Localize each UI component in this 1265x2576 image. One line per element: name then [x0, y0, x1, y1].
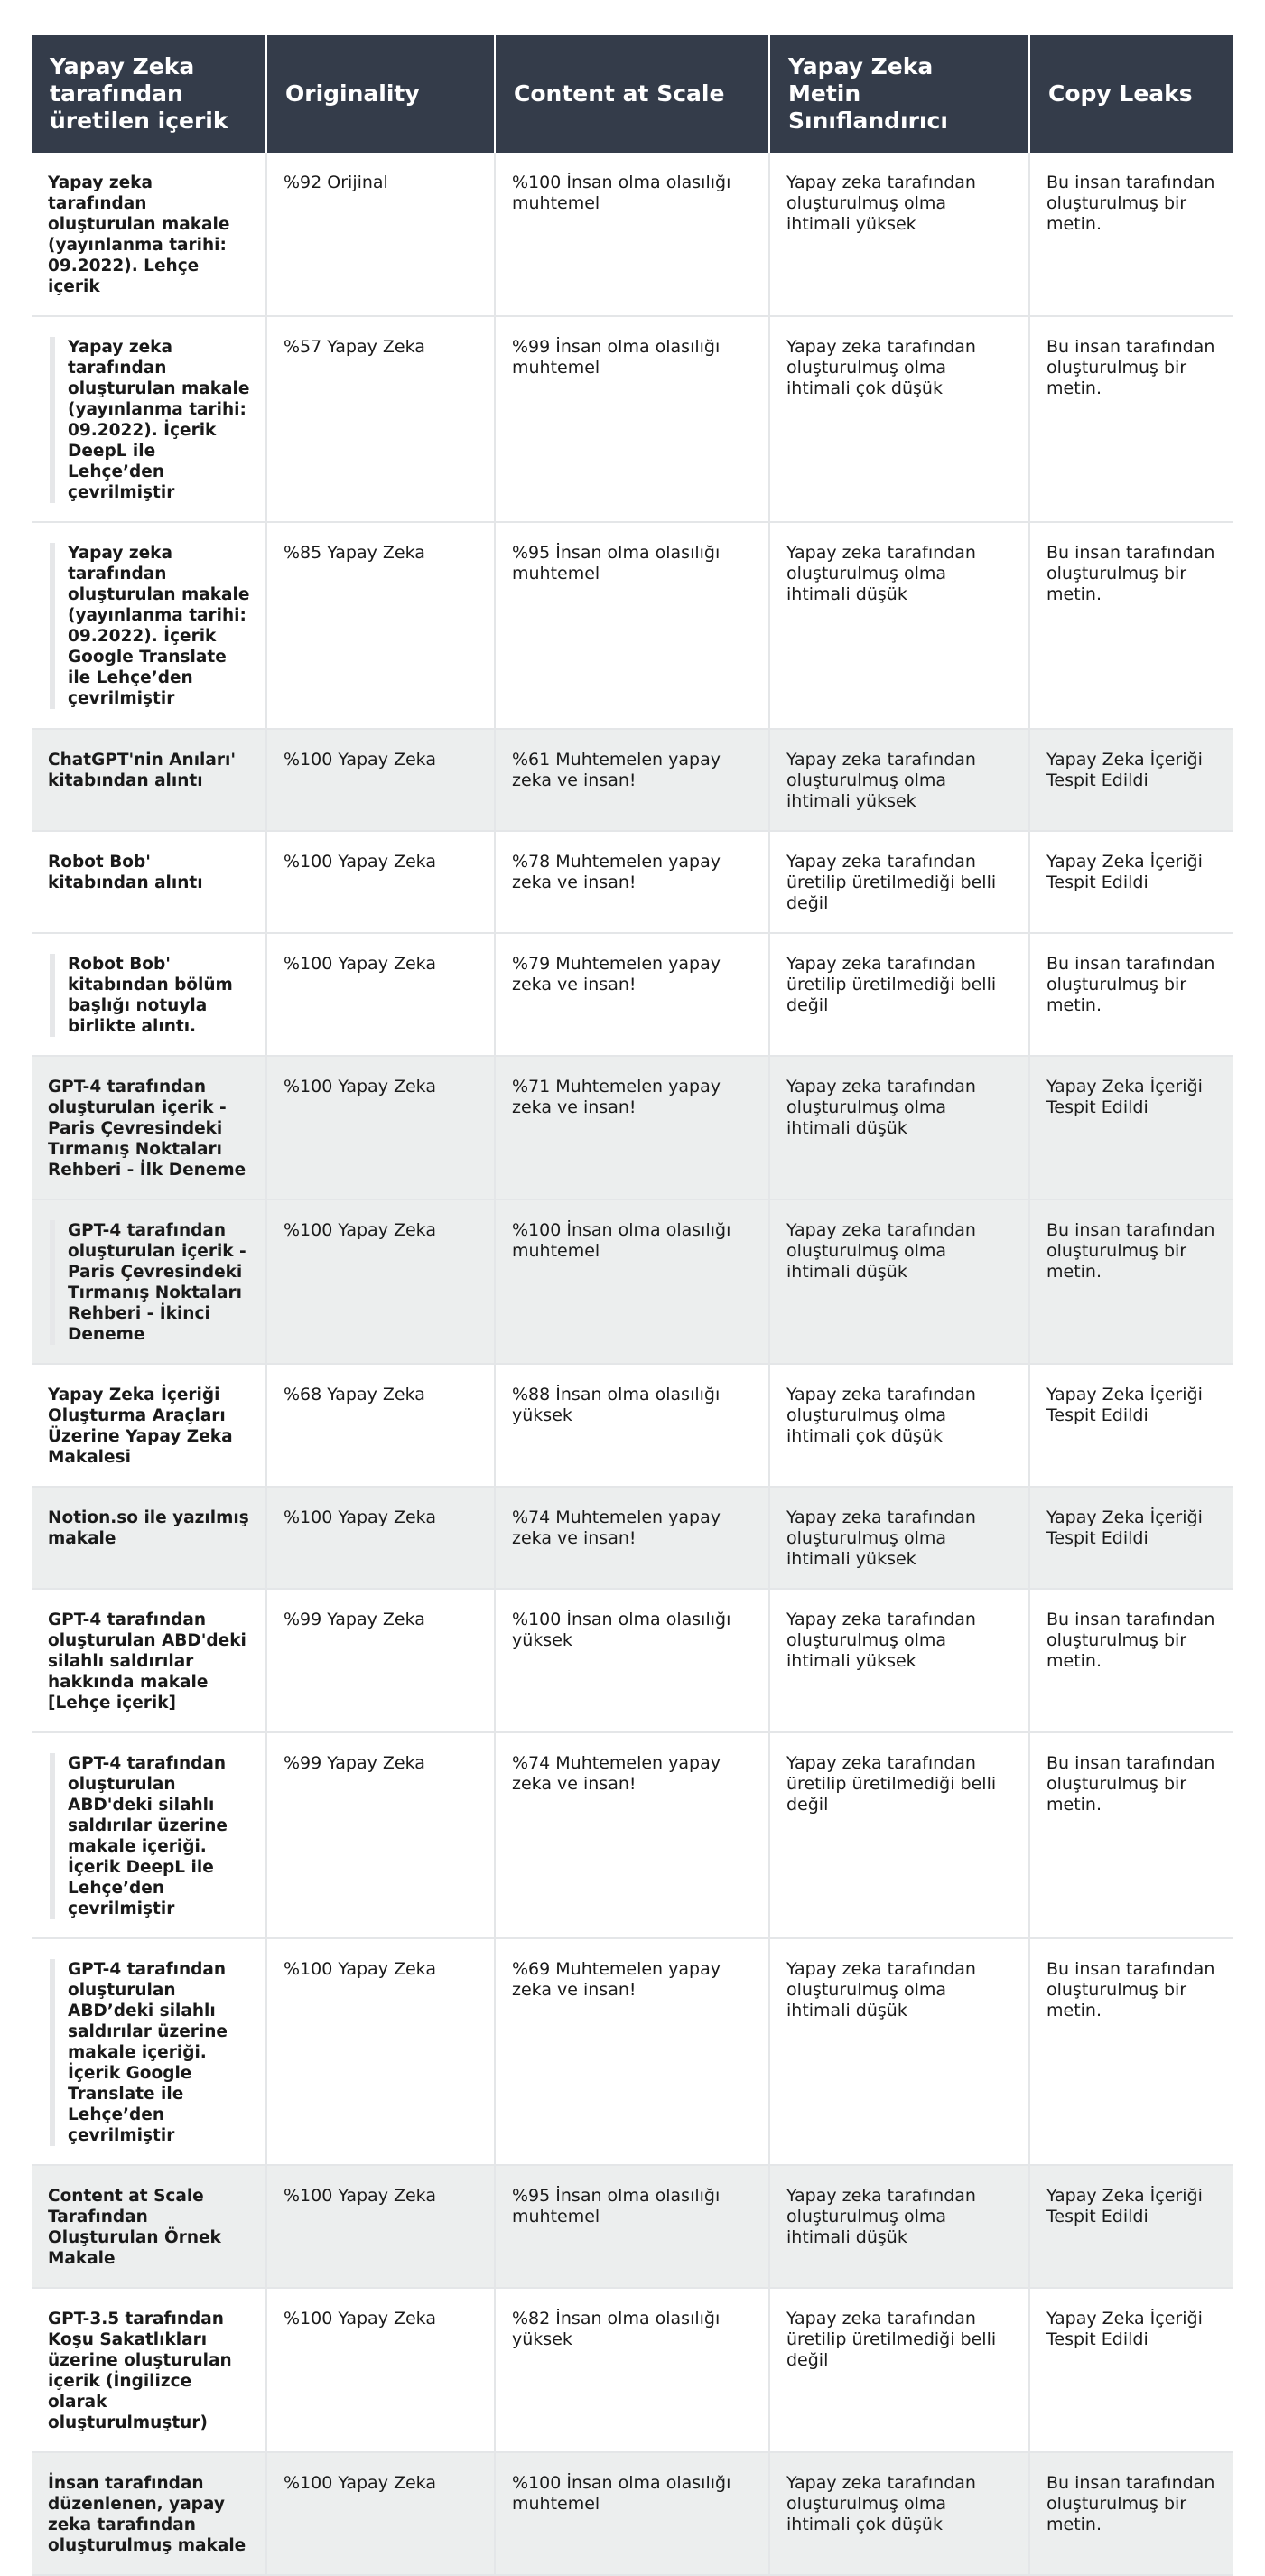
content-at-scale-cell: %95 İnsan olma olasılığı muhtemel: [495, 522, 769, 729]
classifier-cell: Yapay zeka tarafından oluşturulmuş olma ihtimali düşük: [769, 1199, 1029, 1364]
comparison-table-container: [32, 35, 1233, 2576]
classifier-cell: Yapay zeka tarafından oluşturulmuş olma ihtimali düşük: [769, 522, 1029, 729]
table-header: [32, 35, 1233, 153]
header-row: [32, 35, 1233, 153]
copy-leaks-cell: Yapay Zeka İçeriği Tespit Edildi: [1029, 1364, 1233, 1487]
classifier-cell: Yapay zeka tarafından oluşturulmuş olma ihtimali çok düşük: [769, 316, 1029, 522]
indented-content-label: GPT-4 tarafından oluşturulan ABD'deki silahlı saldırılar üzerine makale içeriği. İçerik DeepL ile Lehçe’den çevrilmiştir: [50, 1753, 253, 1919]
header-content: Yapay Zeka tarafından üretilen içerik: [32, 35, 266, 153]
content-cell: Robot Bob' kitabından alıntı: [32, 831, 266, 933]
classifier-cell: Yapay zeka tarafından oluşturulmuş olma ihtimali düşük: [769, 2165, 1029, 2288]
copy-leaks-cell: Yapay Zeka İçeriği Tespit Edildi: [1029, 2288, 1233, 2452]
content-at-scale-cell: %74 Muhtemelen yapay zeka ve insan!: [495, 1732, 769, 1938]
content-at-scale-cell: %88 İnsan olma olasılığı yüksek: [495, 1364, 769, 1487]
table-row: [32, 2165, 1233, 2288]
originality-cell: %57 Yapay Zeka: [266, 316, 495, 522]
table-row: [32, 2288, 1233, 2452]
classifier-cell: Yapay zeka tarafından oluşturulmuş olma ihtimali yüksek: [769, 1487, 1029, 1589]
indented-content-label: Yapay zeka tarafından oluşturulan makale (yayınlanma tarihi: 09.2022). İçerik DeepL ile Lehçe’den çevrilmiştir: [50, 337, 253, 503]
table-row: [32, 1056, 1233, 1199]
originality-cell: %100 Yapay Zeka: [266, 831, 495, 933]
content-at-scale-cell: %71 Muhtemelen yapay zeka ve insan!: [495, 1056, 769, 1199]
content-at-scale-cell: %69 Muhtemelen yapay zeka ve insan!: [495, 1938, 769, 2165]
copy-leaks-cell: Bu insan tarafından oluşturulmuş bir metin.: [1029, 1938, 1233, 2165]
copy-leaks-cell: Bu insan tarafından oluşturulmuş bir metin.: [1029, 933, 1233, 1056]
originality-cell: %100 Yapay Zeka: [266, 729, 495, 831]
copy-leaks-cell: Bu insan tarafından oluşturulmuş bir metin.: [1029, 316, 1233, 522]
header-originality: Originality: [266, 35, 495, 153]
classifier-cell: Yapay zeka tarafından oluşturulmuş olma ihtimali çok düşük: [769, 2452, 1029, 2575]
originality-cell: %100 Yapay Zeka: [266, 1487, 495, 1589]
copy-leaks-cell: Bu insan tarafından oluşturulmuş bir metin.: [1029, 2452, 1233, 2575]
table-body: [32, 153, 1233, 2575]
table-row: [32, 1938, 1233, 2165]
originality-cell: %100 Yapay Zeka: [266, 2452, 495, 2575]
indented-content-label: GPT-4 tarafından oluşturulan içerik - Paris Çevresindeki Tırmanış Noktaları Rehberi - İkinci Deneme: [50, 1220, 253, 1345]
copy-leaks-cell: Bu insan tarafından oluşturulmuş bir metin.: [1029, 1589, 1233, 1732]
classifier-cell: Yapay zeka tarafından oluşturulmuş olma ihtimali çok düşük: [769, 1364, 1029, 1487]
originality-cell: %100 Yapay Zeka: [266, 1056, 495, 1199]
indented-content-label: Yapay zeka tarafından oluşturulan makale (yayınlanma tarihi: 09.2022). İçerik Google Translate ile Lehçe’den çevrilmiştir: [50, 543, 253, 709]
copy-leaks-cell: Yapay Zeka İçeriği Tespit Edildi: [1029, 831, 1233, 933]
copy-leaks-cell: Bu insan tarafından oluşturulmuş bir metin.: [1029, 522, 1233, 729]
classifier-cell: Yapay zeka tarafından üretilip üretilmediği belli değil: [769, 1732, 1029, 1938]
table-row: [32, 2452, 1233, 2575]
ai-detector-comparison-table: [32, 35, 1233, 2576]
originality-cell: %99 Yapay Zeka: [266, 1732, 495, 1938]
classifier-cell: Yapay zeka tarafından oluşturulmuş olma ihtimali yüksek: [769, 729, 1029, 831]
header-text-classifier: Yapay Zeka Metin Sınıflandırıcı: [769, 35, 1029, 153]
table-row: [32, 1364, 1233, 1487]
content-cell: Yapay zeka tarafından oluşturulan makale (yayınlanma tarihi: 09.2022). Lehçe içerik: [32, 153, 266, 316]
content-at-scale-cell: %78 Muhtemelen yapay zeka ve insan!: [495, 831, 769, 933]
table-row: [32, 831, 1233, 933]
originality-cell: %100 Yapay Zeka: [266, 2288, 495, 2452]
table-row: [32, 933, 1233, 1056]
content-at-scale-cell: %79 Muhtemelen yapay zeka ve insan!: [495, 933, 769, 1056]
originality-cell: %92 Orijinal: [266, 153, 495, 316]
header-copy-leaks: Copy Leaks: [1029, 35, 1233, 153]
content-cell: [32, 1199, 266, 1364]
table-row: [32, 1589, 1233, 1732]
classifier-cell: Yapay zeka tarafından üretilip üretilmediği belli değil: [769, 933, 1029, 1056]
classifier-cell: Yapay zeka tarafından üretilip üretilmediği belli değil: [769, 2288, 1029, 2452]
content-cell: [32, 1938, 266, 2165]
table-row: [32, 153, 1233, 316]
content-at-scale-cell: %61 Muhtemelen yapay zeka ve insan!: [495, 729, 769, 831]
content-at-scale-cell: %100 İnsan olma olasılığı muhtemel: [495, 1199, 769, 1364]
originality-cell: %100 Yapay Zeka: [266, 933, 495, 1056]
classifier-cell: Yapay zeka tarafından üretilip üretilmediği belli değil: [769, 831, 1029, 933]
content-at-scale-cell: %100 İnsan olma olasılığı muhtemel: [495, 153, 769, 316]
content-cell: [32, 933, 266, 1056]
indented-content-label: Robot Bob' kitabından bölüm başlığı notuyla birlikte alıntı.: [50, 954, 253, 1037]
copy-leaks-cell: Yapay Zeka İçeriği Tespit Edildi: [1029, 2165, 1233, 2288]
content-cell: GPT-3.5 tarafından Koşu Sakatlıkları üzerine oluşturulan içerik (İngilizce olarak oluşturulmuştur): [32, 2288, 266, 2452]
content-at-scale-cell: %100 İnsan olma olasılığı yüksek: [495, 1589, 769, 1732]
header-content-at-scale: Content at Scale: [495, 35, 769, 153]
table-row: [32, 1199, 1233, 1364]
content-at-scale-cell: %100 İnsan olma olasılığı muhtemel: [495, 2452, 769, 2575]
content-cell: GPT-4 tarafından oluşturulan ABD'deki silahlı saldırılar hakkında makale [Lehçe içerik]: [32, 1589, 266, 1732]
content-at-scale-cell: %74 Muhtemelen yapay zeka ve insan!: [495, 1487, 769, 1589]
originality-cell: %100 Yapay Zeka: [266, 1199, 495, 1364]
copy-leaks-cell: Yapay Zeka İçeriği Tespit Edildi: [1029, 1056, 1233, 1199]
originality-cell: %85 Yapay Zeka: [266, 522, 495, 729]
originality-cell: %68 Yapay Zeka: [266, 1364, 495, 1487]
originality-cell: %100 Yapay Zeka: [266, 2165, 495, 2288]
classifier-cell: Yapay zeka tarafından oluşturulmuş olma ihtimali düşük: [769, 1938, 1029, 2165]
content-cell: [32, 316, 266, 522]
table-row: [32, 522, 1233, 729]
indented-content-label: GPT-4 tarafından oluşturulan ABD’deki silahlı saldırılar üzerine makale içeriği. İçerik Google Translate ile Lehçe’den çevrilmiştir: [50, 1959, 253, 2146]
copy-leaks-cell: Bu insan tarafından oluşturulmuş bir metin.: [1029, 153, 1233, 316]
content-cell: İnsan tarafından düzenlenen, yapay zeka tarafından oluşturulmuş makale: [32, 2452, 266, 2575]
content-cell: [32, 1732, 266, 1938]
classifier-cell: Yapay zeka tarafından oluşturulmuş olma ihtimali düşük: [769, 1056, 1029, 1199]
table-row: [32, 316, 1233, 522]
content-cell: [32, 522, 266, 729]
copy-leaks-cell: Bu insan tarafından oluşturulmuş bir metin.: [1029, 1732, 1233, 1938]
content-at-scale-cell: %82 İnsan olma olasılığı yüksek: [495, 2288, 769, 2452]
classifier-cell: Yapay zeka tarafından oluşturulmuş olma ihtimali yüksek: [769, 153, 1029, 316]
copy-leaks-cell: Bu insan tarafından oluşturulmuş bir metin.: [1029, 1199, 1233, 1364]
content-cell: Yapay Zeka İçeriği Oluşturma Araçları Üzerine Yapay Zeka Makalesi: [32, 1364, 266, 1487]
table-row: [32, 729, 1233, 831]
classifier-cell: Yapay zeka tarafından oluşturulmuş olma ihtimali yüksek: [769, 1589, 1029, 1732]
content-cell: ChatGPT'nin Anıları' kitabından alıntı: [32, 729, 266, 831]
table-row: [32, 1732, 1233, 1938]
copy-leaks-cell: Yapay Zeka İçeriği Tespit Edildi: [1029, 729, 1233, 831]
content-at-scale-cell: %99 İnsan olma olasılığı muhtemel: [495, 316, 769, 522]
originality-cell: %99 Yapay Zeka: [266, 1589, 495, 1732]
content-cell: GPT-4 tarafından oluşturulan içerik - Paris Çevresindeki Tırmanış Noktaları Rehberi - İlk Deneme: [32, 1056, 266, 1199]
content-at-scale-cell: %95 İnsan olma olasılığı muhtemel: [495, 2165, 769, 2288]
content-cell: Content at Scale Tarafından Oluşturulan Örnek Makale: [32, 2165, 266, 2288]
content-cell: Notion.so ile yazılmış makale: [32, 1487, 266, 1589]
originality-cell: %100 Yapay Zeka: [266, 1938, 495, 2165]
table-row: [32, 1487, 1233, 1589]
copy-leaks-cell: Yapay Zeka İçeriği Tespit Edildi: [1029, 1487, 1233, 1589]
